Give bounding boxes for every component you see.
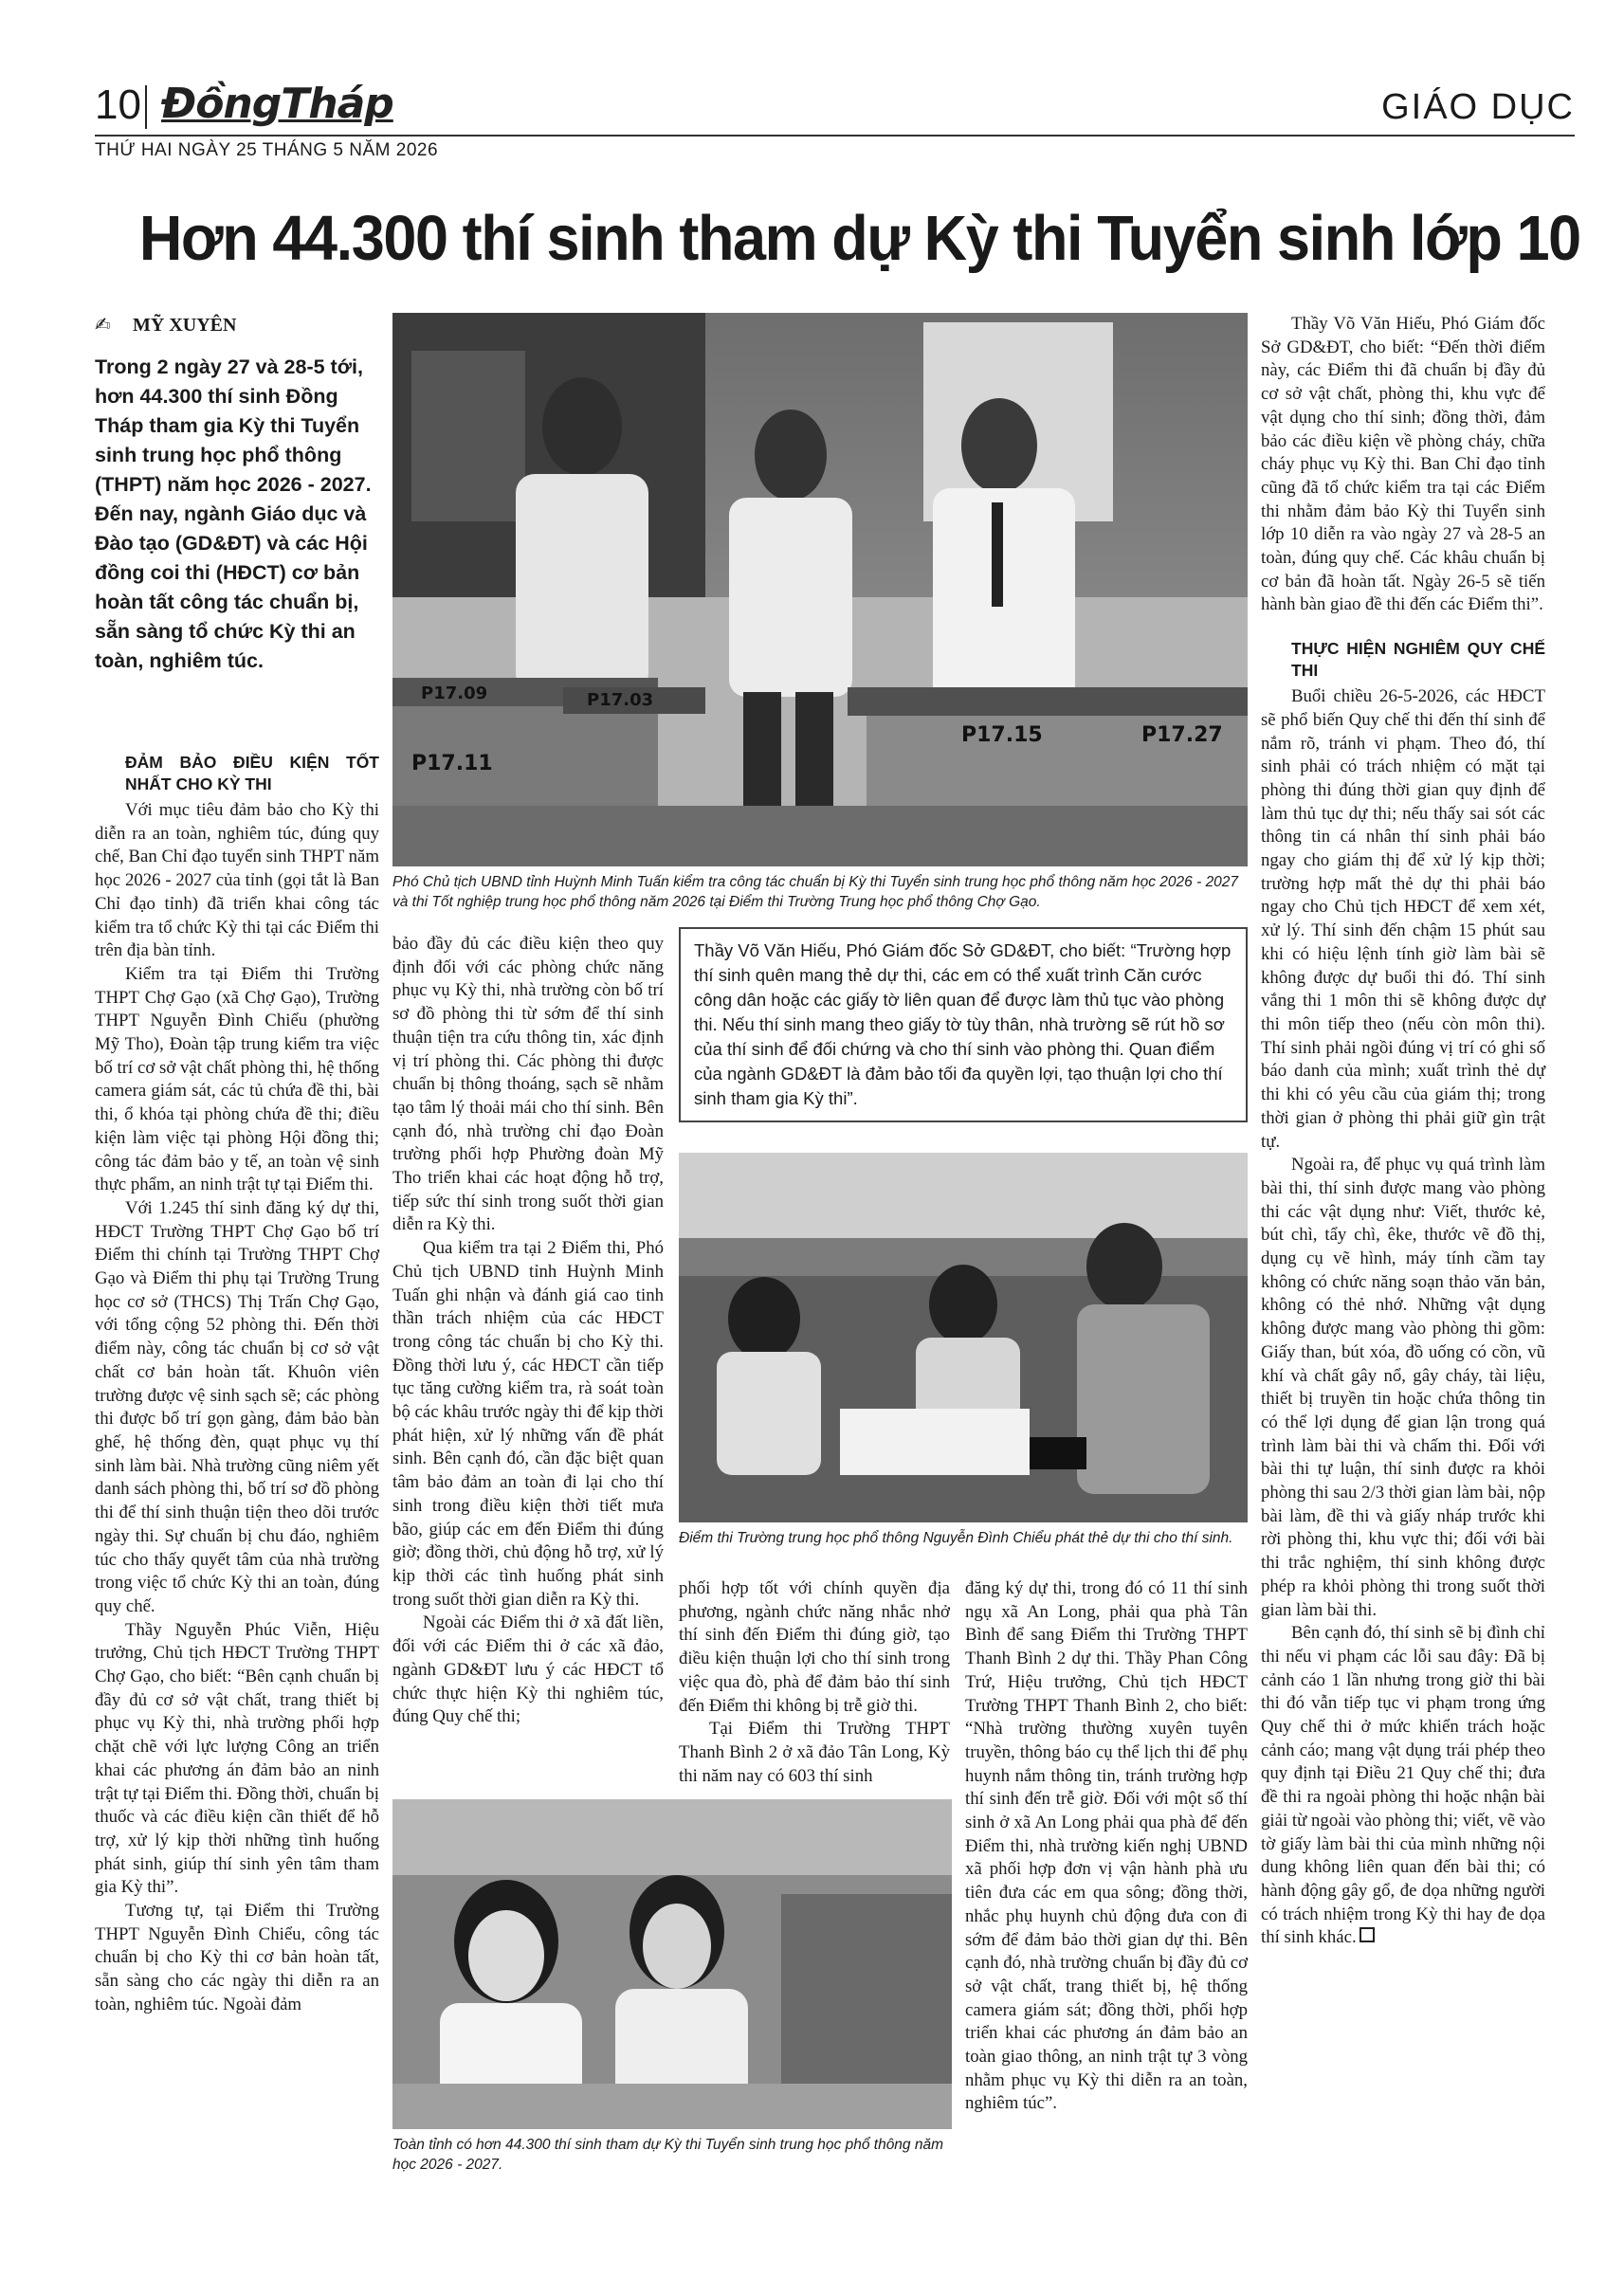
desk-label: P17.15 bbox=[961, 723, 1043, 747]
column-5 bbox=[1261, 313, 1545, 1950]
byline bbox=[95, 313, 236, 337]
paragraph: Với mục tiêu đảm bảo cho Kỳ thi diễn ra an toàn, nghiêm túc, đúng quy chế, Ban Chỉ đạo tuyển sinh THPT năm học 2026 - 2027 của tỉnh (gọi tắt là Ban Chỉ đạo tỉnh) đã triển khai công tác kiểm tra tổ chức Kỳ thi tại các Điểm thi trên địa bàn tỉnh. bbox=[95, 800, 379, 961]
masthead-divider bbox=[145, 85, 147, 129]
paragraph: Ngoài các Điểm thi ở xã đất liền, đối với các Điểm thi ở các xã đảo, ngành GD&ĐT lưu ý các HĐCT tổ chức thực hiện Kỳ thi nghiêm túc, đúng Quy chế thi; bbox=[392, 1613, 664, 1727]
photo-inspection bbox=[392, 313, 1248, 866]
pen-icon: ✍ bbox=[95, 313, 111, 336]
paragraph: Ngoài ra, để phục vụ quá trình làm bài thi, thí sinh được mang vào phòng thi các vật dụng như: Viết, thước kẻ, bút chì, tẩy chì, êke, thước vẽ đồ thị, dụng cụ vẽ hình, máy tính cầm tay không có chức năng soạn thảo văn bản, không có thẻ nhớ. Những vật dụng không được mang vào phòng thi gồm: Giấy than, bút xóa, đồ uống có cồn, vũ khí và chất gây nổ, gây cháy, tài liệu, thiết bị truyền tin hoặc chứa thông tin có thể lợi dụng để gian lận trong quá trình làm bài thi và chấm thi. Đối với bài thi tự luận, thí sinh được ra khỏi phòng thi sau 2/3 thời gian làm bài, nộp bài làm, đề thi và giấy nháp trước khi rời phòng thi, khu vực thi; đối với bài thi trắc nghiệm, thí sinh không được phép ra khỏi phòng thi trong suốt thời gian làm bài thi. bbox=[1261, 1155, 1545, 1620]
paragraph: bảo đầy đủ các điều kiện theo quy định đối với các phòng chức năng phục vụ Kỳ thi, nhà trường còn bố trí sơ đồ phòng thi từ sớm để thí sinh thuận tiện tra cứu thông tin, xác định vị trí phòng thi. Các phòng thi được chuẩn bị thông thoáng, sạch sẽ nhằm tạo tâm lý thoải mái cho thí sinh. Bên cạnh đó, nhà trường chỉ đạo Đoàn trường phối hợp Phường đoàn Mỹ Tho triển khai các hoạt động hỗ trợ, tiếp sức thí sinh trong suốt thời gian diễn ra Kỳ thi. bbox=[392, 934, 664, 1235]
article-sapo: Trong 2 ngày 27 và 28-5 tới, hơn 44.300 thí sinh Đồng Tháp tham gia Kỳ thi Tuyển sinh trung học phổ thông (THPT) năm học 2026 - 2027. Đến nay, ngành Giáo dục và Đào tạo (GD&ĐT) và các Hội đồng coi thi (HĐCT) cơ bản hoàn tất công tác chuẩn bị, sẵn sàng tổ chức Kỳ thi an toàn, nghiêm túc. bbox=[95, 355, 372, 672]
end-mark-icon bbox=[1359, 1927, 1375, 1942]
desk-label: P17.03 bbox=[587, 690, 654, 710]
photo-inspection-caption: Phó Chủ tịch UBND tỉnh Huỳnh Minh Tuấn kiểm tra công tác chuẩn bị Kỳ thi Tuyển sinh trung học phổ thông năm học 2026 - 2027 và thi Tốt nghiệp trung học phổ thông năm 2026 tại Điểm thi Trường Trung học phổ thông Chợ Gạo. bbox=[392, 874, 1239, 910]
author-name: MỸ XUYÊN bbox=[133, 315, 237, 336]
issue-date: THỨ HAI NGÀY 25 THÁNG 5 NĂM 2026 bbox=[95, 140, 439, 160]
paragraph: Buổi chiều 26-5-2026, các HĐCT sẽ phổ biến Quy chế thi đến thí sinh để nắm rõ, tránh vi phạm. Theo đó, thí sinh phải có trách nhiệm có mặt tại phòng thi đúng thời gian quy định để làm thủ tục dự thi; nếu thấy sai sót các thông tin cá nhân thí sinh phải báo ngay cho giám thị để xử lý kịp thời; trường hợp mất thẻ dự thi phải báo ngay cho Chủ tịch HĐCT để xem xét, xử lý. Thí sinh đến chậm 15 phút sau khi có hiệu lệnh tính giờ làm bài sẽ không được dự buổi thi đó. Thí sinh vắng thi 1 môn thi sẽ không được dự thi môn tiếp theo (nếu còn môn thi). Thí sinh phải ngồi đúng vị trí có ghi số báo danh của mình; xuất trình thẻ dự thi khi có yêu cầu của giám thị; trong thời gian ở phòng thi phải giữ gìn trật tự. bbox=[1261, 686, 1545, 1152]
column-4 bbox=[965, 1577, 1248, 2116]
paragraph: Thầy Võ Văn Hiếu, Phó Giám đốc Sở GD&ĐT, cho biết: “Đến thời điểm này, các Điểm thi đã chuẩn bị đầy đủ cơ sở vật chất, phòng thi, khu vực để vật dụng cho thí sinh; đồng thời, đảm bảo các điều kiện về phòng cháy, chữa cháy phục vụ Kỳ thi. Ban Chỉ đạo tỉnh cũng đã tổ chức kiểm tra tại các Điểm thi nhằm đảm bảo Kỳ thi Tuyển sinh lớp 10 diễn ra vào ngày 27 và 28-5 an toàn, đúng quy chế. Các khâu chuẩn bị cơ bản đã hoàn tất. Ngày 26-5 sẽ tiến hành bàn giao đề thi đến các Điểm thi”. bbox=[1261, 314, 1545, 615]
paragraph: đăng ký dự thi, trong đó có 11 thí sinh ngụ xã An Long, phải qua phà Tân Bình để sang Điểm thi Trường THPT Thanh Bình 2 dự thi. Thầy Phan Công Trứ, Hiệu trưởng, Chủ tịch HĐCT Trường THPT Thanh Bình 2, cho biết: “Nhà trường thường xuyên tuyên truyền, thông báo cụ thể lịch thi để phụ huynh nắm thông tin, tránh trường hợp thí sinh đến trễ giờ. Đối với một số thí sinh ở xã An Long phải qua phà để đến Điểm thi, nhà trường kiến nghị UBND xã phối hợp đơn vị vận hành phà ưu tiên đưa các em qua sông; đồng thời, nhắc phụ huynh chủ động đưa con đi sớm để đảm bảo thời gian dự thi. Bên cạnh đó, nhà trường chuẩn bị đầy đủ cơ sở vật chất, trang thiết bị, hệ thống camera giám sát; đồng thời, phối hợp triển khai các phương án đảm bảo an toàn giao thông, an ninh trật tự 3 vòng nhằm phục vụ Kỳ thi diễn ra an toàn, nghiêm túc”. bbox=[965, 1578, 1248, 2114]
subheading-2: THỰC HIỆN NGHIÊM QUY CHẾ THI bbox=[1291, 639, 1545, 681]
desk-label: P17.09 bbox=[421, 683, 488, 703]
masthead-rule bbox=[95, 135, 1575, 137]
newspaper-logo: ĐồngTháp bbox=[161, 80, 393, 128]
paragraph: Tương tự, tại Điểm thi Trường THPT Nguyễn Đình Chiểu, công tác chuẩn bị cho Kỳ thi cơ bản hoàn tất, sẵn sàng cho các ngày thi diễn ra an toàn, nghiêm túc. Ngoài đảm bbox=[95, 1901, 379, 2014]
paragraph: Qua kiểm tra tại 2 Điểm thi, Phó Chủ tịch UBND tỉnh Huỳnh Minh Tuấn ghi nhận và đánh giá cao tinh thần trách nhiệm của các HĐCT trong công tác chuẩn bị cho Kỳ thi. Đồng thời lưu ý, các HĐCT cần tiếp tục tăng cường kiểm tra, rà soát toàn bộ các khâu trước ngày thi để kịp thời phát hiện, xử lý những vấn đề phát sinh. Bên cạnh đó, cần đặc biệt quan tâm bảo đảm an toàn đi lại cho thí sinh trong điều kiện thời tiết mưa bão, giúp các em đến Điểm thi đúng giờ; đồng thời, chủ động hỗ trợ, xử lý kịp thời các tình huống phát sinh trong suốt thời gian diễn ra Kỳ thi. bbox=[392, 1238, 664, 1610]
photo-inspection-image bbox=[392, 313, 1248, 866]
paragraph: Tại Điểm thi Trường THPT Thanh Bình 2 ở xã đảo Tân Long, Kỳ thi năm nay có 603 thí sinh bbox=[679, 1719, 950, 1786]
subheading-1: ĐẢM BẢO ĐIỀU KIỆN TỐT NHẤT CHO KỲ THI bbox=[125, 753, 379, 793]
column-3 bbox=[679, 1577, 950, 1788]
photo-card-distribution-caption: Điểm thi Trường trung học phổ thông Nguyễn Đình Chiểu phát thẻ dự thi cho thí sinh. bbox=[679, 1530, 1233, 1546]
photo-candidates-caption: Toàn tỉnh có hơn 44.300 thí sinh tham dự Kỳ thi Tuyển sinh trung học phổ thông năm học 2026 - 2027. bbox=[392, 2137, 944, 2173]
paragraph: Thầy Nguyễn Phúc Viễn, Hiệu trưởng, Chủ tịch HĐCT Trường THPT Chợ Gạo, cho biết: “Bên cạnh chuẩn bị đầy đủ cơ sở vật chất, trang thiết bị phục vụ Kỳ thi, nhà trường phối hợp chặt chẽ với lực lượng Công an triển khai các phương án đảm bảo an ninh trật tự tại Điểm thi. Đồng thời, chuẩn bị thuốc và các điều kiện cần thiết để hỗ trợ, xử lý kịp thời những tình huống phát sinh, giúp thí sinh yên tâm tham gia Kỳ thi”. bbox=[95, 1619, 379, 1898]
photo-card-distribution-image bbox=[679, 1153, 1248, 1522]
photo-card-distribution bbox=[679, 1153, 1248, 1522]
column-2 bbox=[392, 933, 664, 1729]
page-number: 10 bbox=[95, 82, 141, 128]
photo-candidates-image bbox=[392, 1799, 952, 2129]
section-label: GIÁO DỤC bbox=[1381, 87, 1575, 127]
photo-candidates bbox=[392, 1799, 952, 2129]
paragraph: Kiểm tra tại Điểm thi Trường THPT Chợ Gạo (xã Chợ Gạo), Trường THPT Nguyễn Đình Chiểu (phường Mỹ Tho), Đoàn tập trung kiểm tra việc bố trí cơ sở vật chất phòng thi, hệ thống camera giám sát, các tủ chứa đề thi, bài thi, ổ khóa tại phòng chứa đề thi; điều kiện làm việc tại phòng Hội đồng thi; công tác đảm bảo y tế, an toàn vệ sinh thực phẩm, an ninh trật tự tại Điểm thi. bbox=[95, 963, 379, 1195]
paragraph: phối hợp tốt với chính quyền địa phương, ngành chức năng nhắc nhở thí sinh đến Điểm thi đúng giờ, tạo điều kiện thuận lợi cho thí sinh trong việc qua đò, phà để đảm bảo thí sinh đến Điểm thi không bị trễ giờ thi. bbox=[679, 1578, 950, 1716]
desk-label: P17.27 bbox=[1141, 723, 1223, 747]
paragraph: Bên cạnh đó, thí sinh sẽ bị đình chỉ thi nếu vi phạm các lỗi sau đây: Đã bị cảnh cáo 1 lần nhưng trong giờ thi bài thi đó vẫn tiếp tục vi phạm trong ứng Quy chế thi ở mức khiển trách hoặc cảnh cáo; mang vật dụng trái phép theo quy định tại Điều 21 Quy chế thi; đưa đề thi ra ngoài phòng thi hoặc nhận bài giải từ ngoài vào phòng thi; viết, vẽ vào tờ giấy làm bài thi của mình những nội dung không liên quan đến bài thi; có hành động gây gổ, đe dọa những người có trách nhiệm trong Kỳ thi hay đe dọa thí sinh khác. bbox=[1261, 1623, 1545, 1948]
quote-box: Thầy Võ Văn Hiếu, Phó Giám đốc Sở GD&ĐT, cho biết: “Trường hợp thí sinh quên mang thẻ dự thi, các em có thể xuất trình Căn cước công dân hoặc các giấy tờ liên quan để được làm thủ tục vào phòng thi. Nếu thí sinh mang theo giấy tờ tùy thân, nhà trường sẽ rút hồ sơ của thí sinh để đối chứng và cho thí sinh vào phòng thi. Quan điểm của ngành GD&ĐT là đảm bảo tối đa quyền lợi, tạo thuận lợi cho thí sinh tham gia Kỳ thi”. bbox=[679, 927, 1248, 1122]
article-headline: Hơn 44.300 thí sinh tham dự Kỳ thi Tuyển sinh lớp 10 bbox=[138, 203, 1580, 274]
paragraph: Với 1.245 thí sinh đăng ký dự thi, HĐCT Trường THPT Chợ Gạo bố trí Điểm thi chính tại Trường THPT Chợ Gạo và Điểm thi phụ tại Trường Trung học cơ sở (THCS) Thị Trấn Chợ Gạo, với tổng cộng 52 phòng thi. Đến thời điểm này, công tác chuẩn bị cơ sở vật chất cơ bản hoàn tất. Khuôn viên trường được vệ sinh sạch sẽ; các phòng thi được bố trí gọn gàng, đảm bảo bàn ghế, hệ thống đèn, quạt phục vụ thí sinh làm bài. Nhà trường cũng niêm yết danh sách phòng thi, bố trí sơ đồ phòng thi để thí sinh thuận tiện theo dõi trước ngày thi. Sự chuẩn bị chu đáo, nghiêm túc cho thấy quyết tâm của nhà trường trong việc tổ chức Kỳ thi an toàn, đúng quy chế. bbox=[95, 1197, 379, 1616]
desk-label: P17.11 bbox=[411, 752, 493, 775]
column-1 bbox=[95, 752, 379, 2017]
